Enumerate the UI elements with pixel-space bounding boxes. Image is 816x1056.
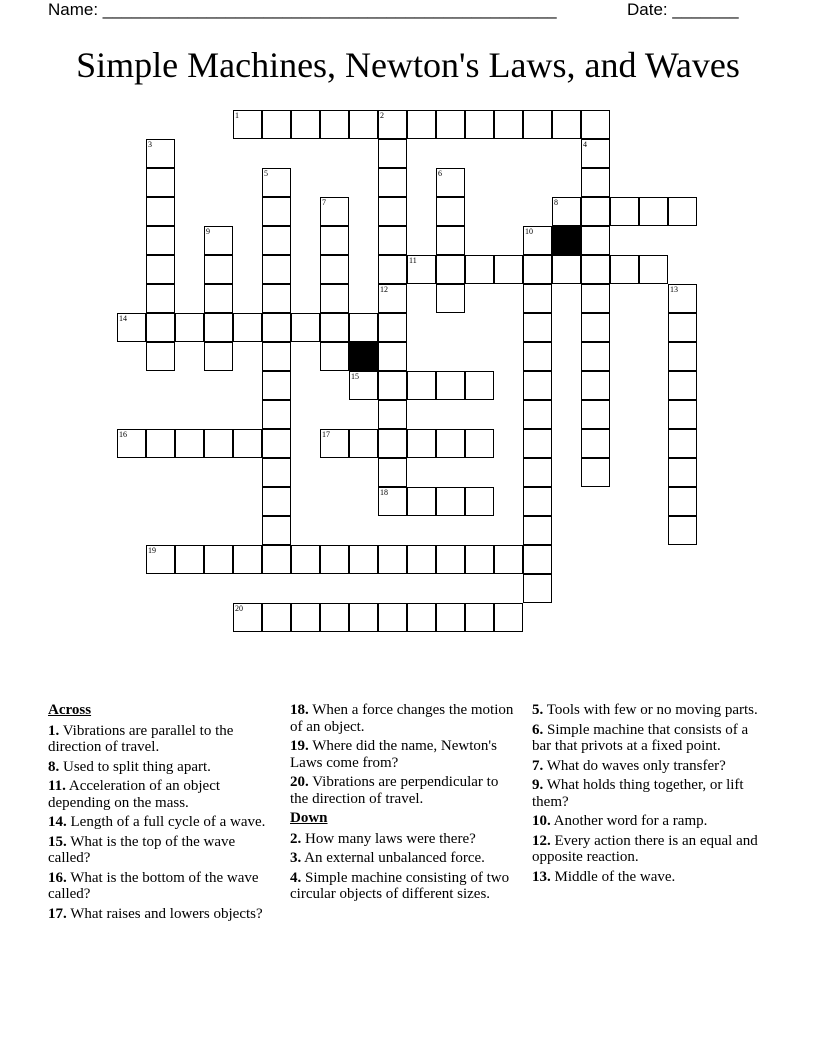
crossword-cell[interactable]: [378, 313, 407, 342]
crossword-cell[interactable]: [581, 313, 610, 342]
clue-text: An external unbalanced force.: [301, 850, 485, 866]
clue-number: 6.: [532, 721, 544, 738]
crossword-cell[interactable]: [581, 400, 610, 429]
crossword-cell[interactable]: [523, 458, 552, 487]
clue-number-label: 11: [409, 256, 417, 265]
crossword-cell[interactable]: [668, 429, 697, 458]
clue-item: [290, 870, 515, 903]
crossword-cell[interactable]: [349, 313, 378, 342]
clue-item: [48, 723, 273, 756]
crossword-cell[interactable]: [668, 371, 697, 400]
crossword-cell[interactable]: [639, 197, 668, 226]
crossword-cell[interactable]: [378, 400, 407, 429]
crossword-cell[interactable]: [436, 545, 465, 574]
crossword-cell[interactable]: [523, 110, 552, 139]
crossword-cell[interactable]: [262, 400, 291, 429]
crossword-cell[interactable]: [262, 603, 291, 632]
clue-text: Tools with few or no moving parts.: [543, 702, 758, 718]
crossword-cell[interactable]: [204, 342, 233, 371]
clue-item: [532, 833, 762, 866]
crossword-cell[interactable]: [378, 139, 407, 168]
clue-number: 11.: [48, 778, 66, 794]
crossword-cell[interactable]: [668, 487, 697, 516]
crossword-cell[interactable]: [378, 371, 407, 400]
clue-text: Length of a full cycle of a wave.: [66, 814, 266, 830]
clue-text: What raises and lowers objects?: [66, 905, 263, 922]
crossword-cell[interactable]: [581, 110, 610, 139]
crossword-cell[interactable]: [262, 516, 291, 545]
clue-number: 15.: [48, 833, 67, 850]
crossword-cell[interactable]: [291, 110, 320, 139]
crossword-cell[interactable]: [349, 603, 378, 632]
clue-text: Vibrations are parallel to the direction of travel.: [48, 722, 234, 755]
crossword-cell[interactable]: [320, 284, 349, 313]
crossword-cell[interactable]: [378, 342, 407, 371]
clue-number-label: 1: [235, 111, 239, 120]
crossword-cell[interactable]: [146, 429, 175, 458]
clue-text: Simple machine consisting of two circular objects of different sizes.: [290, 869, 510, 902]
clue-number-label: 13: [670, 285, 678, 294]
crossword-cell[interactable]: [378, 197, 407, 226]
crossword-cell[interactable]: [436, 429, 465, 458]
clue-number-label: 16: [119, 430, 127, 439]
clue-item: [532, 758, 762, 775]
clues-column-2: [290, 702, 515, 906]
clue-item: [48, 834, 273, 867]
crossword-cell[interactable]: [262, 429, 291, 458]
clue-number: 18.: [290, 702, 309, 718]
clue-item: [290, 738, 515, 771]
crossword-cell[interactable]: [320, 313, 349, 342]
clue-text: How many laws were there?: [301, 830, 476, 847]
clue-number-label: 14: [119, 314, 127, 323]
clue-number-label: 2: [380, 111, 384, 120]
clue-text: Used to split thing apart.: [59, 758, 211, 775]
crossword-cell[interactable]: [668, 313, 697, 342]
crossword-cell[interactable]: [291, 603, 320, 632]
crossword-cell[interactable]: [668, 197, 697, 226]
crossword-cell[interactable]: [407, 603, 436, 632]
crossword-cell[interactable]: [378, 545, 407, 574]
crossword-cell[interactable]: [233, 313, 262, 342]
crossword-cell[interactable]: [523, 545, 552, 574]
clue-number-label: 17: [322, 430, 330, 439]
clue-number-label: 20: [235, 604, 243, 613]
clue-item: [48, 759, 273, 776]
crossword-cell[interactable]: [407, 110, 436, 139]
crossword-cell[interactable]: [407, 429, 436, 458]
crossword-cell[interactable]: [668, 342, 697, 371]
crossword-cell[interactable]: [552, 110, 581, 139]
date-field-label: Date: _______: [627, 0, 739, 19]
crossword-cell[interactable]: [581, 342, 610, 371]
clue-number: 19.: [290, 738, 309, 754]
crossword-cell[interactable]: [262, 255, 291, 284]
crossword-cell[interactable]: [320, 603, 349, 632]
clue-number-label: 10: [525, 227, 533, 236]
crossword-cell[interactable]: [204, 429, 233, 458]
black-square: [552, 226, 581, 255]
crossword-cell[interactable]: [581, 255, 610, 284]
clue-text: What holds thing together, or lift them?: [532, 777, 744, 810]
crossword-cell[interactable]: [581, 458, 610, 487]
crossword-cell[interactable]: [523, 516, 552, 545]
black-square: [349, 342, 378, 371]
worksheet-title: Simple Machines, Newton's Laws, and Waves: [76, 45, 740, 85]
crossword-cell[interactable]: [378, 255, 407, 284]
clue-number-label: 6: [438, 169, 442, 178]
clue-item: [532, 702, 762, 719]
crossword-cell[interactable]: [523, 313, 552, 342]
crossword-cell[interactable]: [262, 458, 291, 487]
crossword-cell[interactable]: [146, 342, 175, 371]
crossword-cell[interactable]: [262, 371, 291, 400]
clue-number-label: 8: [554, 198, 558, 207]
crossword-cell[interactable]: [378, 429, 407, 458]
clue-number-label: 7: [322, 198, 326, 207]
crossword-cell[interactable]: [523, 429, 552, 458]
crossword-cell[interactable]: [378, 168, 407, 197]
clue-item: [290, 850, 515, 867]
clue-text: Simple machine that consists of a bar that privots at a fixed point.: [532, 721, 749, 754]
crossword-cell[interactable]: [204, 313, 233, 342]
clue-item: [48, 906, 273, 923]
crossword-cell[interactable]: [233, 545, 262, 574]
crossword-cell[interactable]: [262, 197, 291, 226]
crossword-cell[interactable]: [581, 197, 610, 226]
clue-item: [532, 722, 762, 755]
crossword-cell[interactable]: [204, 284, 233, 313]
crossword-cell[interactable]: [436, 226, 465, 255]
crossword-cell[interactable]: [146, 168, 175, 197]
crossword-cell[interactable]: [494, 545, 523, 574]
crossword-cell[interactable]: [436, 110, 465, 139]
clue-item: [290, 831, 515, 848]
clue-text: Middle of the wave.: [550, 868, 676, 885]
clue-item: [48, 870, 273, 903]
clue-text: Another word for a ramp.: [550, 813, 708, 829]
crossword-cell[interactable]: [494, 603, 523, 632]
crossword-cell[interactable]: [523, 284, 552, 313]
clue-text: When a force changes the motion of an object.: [290, 702, 514, 735]
clue-number-label: 9: [206, 227, 210, 236]
crossword-cell[interactable]: [320, 255, 349, 284]
clues-column-3: [532, 702, 762, 888]
crossword-cell[interactable]: [581, 168, 610, 197]
clue-text: What is the bottom of the wave called?: [48, 869, 259, 902]
clue-number: 10.: [532, 813, 551, 829]
clue-item: [532, 777, 762, 810]
crossword-cell[interactable]: [146, 284, 175, 313]
crossword-cell[interactable]: [175, 429, 204, 458]
clue-item: [532, 869, 762, 886]
crossword-cell[interactable]: [523, 342, 552, 371]
crossword-cell[interactable]: [610, 255, 639, 284]
crossword-cell[interactable]: [465, 545, 494, 574]
clue-text: Acceleration of an object depending on the mass.: [48, 778, 221, 811]
crossword-cell[interactable]: [581, 371, 610, 400]
crossword-cell[interactable]: [204, 545, 233, 574]
crossword-cell[interactable]: [552, 255, 581, 284]
clue-number: 3.: [290, 850, 302, 866]
crossword-cell[interactable]: [291, 545, 320, 574]
crossword-cell[interactable]: [581, 429, 610, 458]
crossword-cell[interactable]: [436, 284, 465, 313]
clue-number: 14.: [48, 814, 67, 830]
crossword-cell[interactable]: [233, 429, 262, 458]
clue-number: 7.: [532, 757, 544, 774]
crossword-cell[interactable]: [436, 197, 465, 226]
crossword-cell[interactable]: [320, 226, 349, 255]
clue-number-label: 5: [264, 169, 268, 178]
crossword-cell[interactable]: [262, 226, 291, 255]
crossword-cell[interactable]: [378, 603, 407, 632]
crossword-cell[interactable]: [407, 545, 436, 574]
crossword-cell[interactable]: [668, 458, 697, 487]
clue-number: 12.: [532, 832, 551, 849]
clues-column-1: [48, 702, 273, 925]
clue-text: What is the top of the wave called?: [48, 833, 236, 866]
clue-section-heading: Across: [48, 702, 92, 718]
crossword-cell[interactable]: [465, 255, 494, 284]
clue-number: 4.: [290, 869, 302, 886]
crossword-cell[interactable]: [465, 110, 494, 139]
clue-number: 9.: [532, 777, 544, 793]
clue-number: 8.: [48, 758, 60, 775]
clue-number-label: 19: [148, 546, 156, 555]
crossword-cell[interactable]: [436, 371, 465, 400]
crossword-cell[interactable]: [378, 458, 407, 487]
clue-number: 16.: [48, 869, 67, 886]
crossword-cell[interactable]: [146, 255, 175, 284]
crossword-cell[interactable]: [204, 255, 233, 284]
clue-item: [532, 813, 762, 830]
clue-item: [290, 702, 515, 735]
crossword-cell[interactable]: [668, 516, 697, 545]
crossword-cell[interactable]: [436, 255, 465, 284]
crossword-cell[interactable]: [349, 429, 378, 458]
clue-number: 1.: [48, 722, 60, 739]
crossword-cell[interactable]: [175, 545, 204, 574]
crossword-cell[interactable]: [175, 313, 204, 342]
crossword-cell[interactable]: [146, 197, 175, 226]
crossword-cell[interactable]: [262, 342, 291, 371]
clue-number-label: 3: [148, 140, 152, 149]
crossword-cell[interactable]: [523, 255, 552, 284]
crossword-cell[interactable]: [320, 545, 349, 574]
clue-number: 2.: [290, 830, 302, 847]
clue-item: [48, 778, 273, 811]
crossword-cell[interactable]: [349, 545, 378, 574]
crossword-cell[interactable]: [320, 110, 349, 139]
crossword-cell[interactable]: [262, 313, 291, 342]
crossword-cell[interactable]: [465, 371, 494, 400]
crossword-cell[interactable]: [465, 429, 494, 458]
crossword-cell[interactable]: [436, 603, 465, 632]
crossword-cell[interactable]: [494, 110, 523, 139]
clue-number-label: 12: [380, 285, 388, 294]
crossword-cell[interactable]: [523, 487, 552, 516]
crossword-cell[interactable]: [436, 487, 465, 516]
crossword-cell[interactable]: [523, 574, 552, 603]
clue-number: 17.: [48, 905, 67, 922]
clue-item: [48, 814, 273, 831]
crossword-cell[interactable]: [465, 603, 494, 632]
clue-text: Every action there is an equal and opposite reaction.: [532, 832, 758, 865]
name-field-label: Name: ________________________________________________: [48, 0, 557, 19]
clue-number-label: 4: [583, 140, 587, 149]
crossword-cell[interactable]: [146, 226, 175, 255]
clue-text: Vibrations are perpendicular to the direction of travel.: [290, 774, 499, 807]
crossword-cell[interactable]: [494, 255, 523, 284]
crossword-cell[interactable]: [146, 313, 175, 342]
crossword-cell[interactable]: [262, 284, 291, 313]
clue-number-label: 15: [351, 372, 359, 381]
crossword-cell[interactable]: [349, 110, 378, 139]
clue-text: What do waves only transfer?: [543, 757, 726, 774]
crossword-cell[interactable]: [262, 110, 291, 139]
crossword-cell[interactable]: [581, 284, 610, 313]
crossword-cell[interactable]: [291, 313, 320, 342]
clue-number-label: 18: [380, 488, 388, 497]
crossword-cell[interactable]: [407, 487, 436, 516]
crossword-cell[interactable]: [523, 371, 552, 400]
crossword-cell[interactable]: [523, 400, 552, 429]
crossword-cell[interactable]: [378, 226, 407, 255]
clue-item: [290, 774, 515, 807]
clue-number: 5.: [532, 702, 544, 718]
crossword-cell[interactable]: [581, 226, 610, 255]
crossword-cell[interactable]: [262, 545, 291, 574]
crossword-cell[interactable]: [465, 487, 494, 516]
clue-number: 13.: [532, 868, 551, 885]
crossword-cell[interactable]: [320, 342, 349, 371]
crossword-cell[interactable]: [610, 197, 639, 226]
clue-section-heading: Down: [290, 810, 328, 826]
clue-number: 20.: [290, 774, 309, 790]
clue-text: Where did the name, Newton's Laws come from?: [290, 738, 497, 771]
crossword-cell[interactable]: [407, 371, 436, 400]
crossword-cell[interactable]: [668, 400, 697, 429]
crossword-cell[interactable]: [639, 255, 668, 284]
crossword-cell[interactable]: [262, 487, 291, 516]
